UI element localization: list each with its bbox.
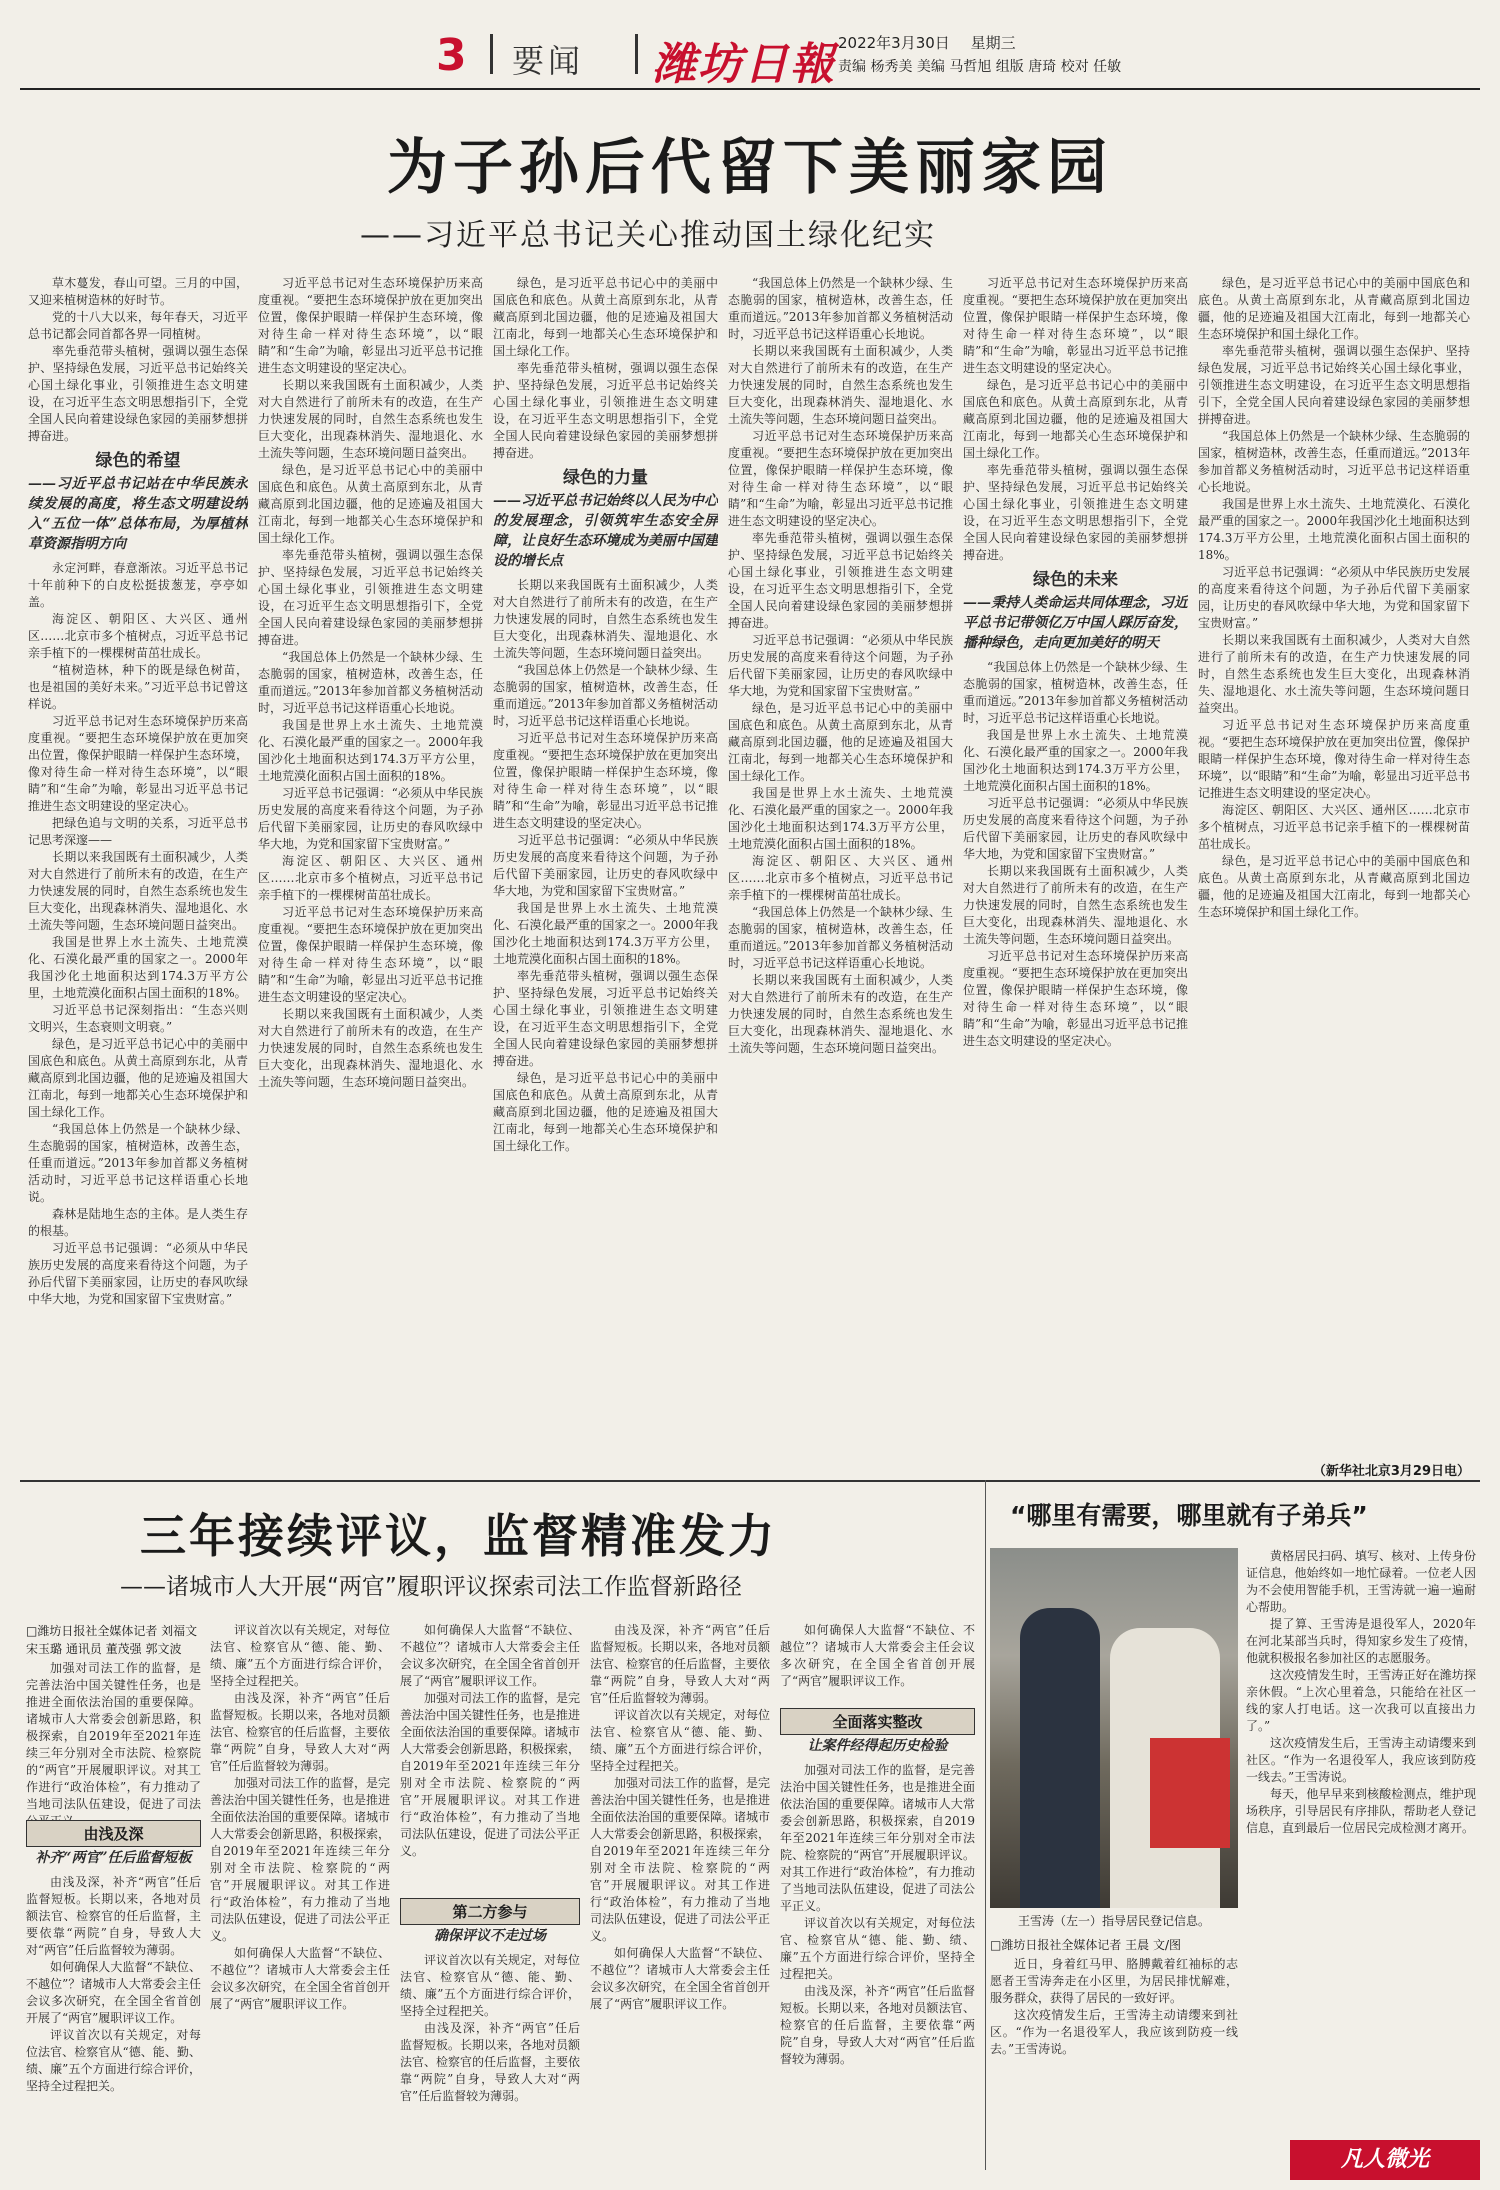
wire-credit: （新华社北京3月29日电） [1312, 1464, 1470, 1479]
paragraph: 习近平总书记对生态环境保护历来高度重视。“要把生态环境保护放在更加突出位置，像保护眼睛一样保护生态环境，像对待生命一样对待生态环境”，以“眼睛”和“生命”为喻，彰显出习近平总书记推进生态文明建设的坚定决心。 [493, 731, 718, 830]
paragraph: 由浅及深，补齐“两官”任后监督短板。长期以来，各地对员额法官、检察官的任后监督，主要依靠“两院”自身，导致人大对“两官”任后监督较为薄弱。 [26, 1875, 201, 1957]
newspaper-logo: 潍坊日報 [652, 39, 836, 90]
paragraph: 习近平总书记深刻指出：“生态兴则文明兴，生态衰则文明衰。” [28, 1003, 248, 1034]
paragraph: 这次疫情发生后，王雪涛主动请缨来到社区。“作为一名退役军人，我应该到防疫一线去。”王雪涛说。 [990, 2008, 1238, 2056]
paragraph: 长期以来我国既有土面积减少，人类对大自然进行了前所未有的改造，在生产力快速发展的同时，自然生态系统也发生巨大变化，出现森林消失、湿地退化、水土流失等问题，生态环境问题日益突出。 [963, 864, 1188, 946]
paragraph: 评议首次以有关规定，对每位法官、检察官从“德、能、勤、绩、廉”五个方面进行综合评价，坚持全过程把关。 [26, 2028, 201, 2093]
paragraph: 海淀区、朝阳区、大兴区、通州区……北京市多个植树点，习近平总书记亲手植下的一棵棵树苗茁壮成长。 [28, 612, 248, 660]
paragraph: 率先垂范带头植树，强调以强生态保护、坚持绿色发展，习近平总书记始终关心国土绿化事业，引领推进生态文明建设，在习近平生态文明思想指引下，全党全国人民向着建设绿色家园的美丽梦想拼搏奋进。 [258, 548, 483, 647]
paragraph: 绿色，是习近平总书记心中的美丽中国底色和底色。从黄土高原到东北，从青藏高原到北国边疆，他的足迹遍及祖国大江南北，每到一地都关心生态环境保护和国土绿化工作。 [28, 1037, 248, 1119]
paragraph: 长期以来我国既有土面积减少，人类对大自然进行了前所未有的改造，在生产力快速发展的同时，自然生态系统也发生巨大变化，出现森林消失、湿地退化、水土流失等问题，生态环境问题日益突出。 [28, 850, 248, 932]
dateline [838, 32, 1032, 53]
paragraph: 率先垂范带头植树，强调以强生态保护、坚持绿色发展，习近平总书记始终关心国土绿化事业，引领推进生态文明建设，在习近平生态文明思想指引下，全党全国人民向着建设绿色家园的美丽梦想拼搏奋进。 [728, 531, 953, 630]
paragraph: 率先垂范带头植树，强调以强生态保护、坚持绿色发展，习近平总书记始终关心国土绿化事业，引领推进生态文明建设，在习近平生态文明思想指引下，全党全国人民向着建设绿色家园的美丽梦想拼搏奋进。 [1198, 344, 1470, 426]
paragraph: 绿色，是习近平总书记心中的美丽中国底色和底色。从黄土高原到东北，从青藏高原到北国边疆，他的足迹遍及祖国大江南北，每到一地都关心生态环境保护和国土绿化工作。 [728, 701, 953, 783]
story2-box-title: 全面落实整改 [780, 1708, 975, 1735]
paragraph: 提了算、王雪涛是退役军人，2020年在河北某部当兵时，得知家乡发生了疫情，他就积极报名参加社区的志愿服务。 [1246, 1617, 1476, 1665]
paragraph: 每天，他早早来到核酸检测点，维护现场秩序，引导居民有序排队，帮助老人登记信息，直到最后一位居民完成检测才离开。 [1246, 1787, 1476, 1835]
paragraph: 森林是陆地生态的主体。是人类生存的根基。 [28, 1207, 248, 1238]
story-divider [20, 1480, 1480, 1482]
paragraph: 绿色，是习近平总书记心中的美丽中国底色和底色。从黄土高原到东北，从青藏高原到北国边疆，他的足迹遍及祖国大江南北，每到一地都关心生态环境保护和国土绿化工作。 [963, 378, 1188, 460]
article-column [493, 275, 718, 1470]
paragraph: 近日，身着红马甲、胳膊戴着红袖标的志愿者王雪涛奔走在小区里，为居民排忧解难，服务群众，获得了居民的一致好评。 [990, 1957, 1238, 2005]
paragraph: 长期以来我国既有土面积减少，人类对大自然进行了前所未有的改造，在生产力快速发展的同时，自然生态系统也发生巨大变化，出现森林消失、湿地退化、水土流失等问题，生态环境问题日益突出。 [1198, 633, 1470, 715]
paragraph: 率先垂范带头植树，强调以强生态保护、坚持绿色发展，习近平总书记始终关心国土绿化事业，引领推进生态文明建设，在习近平生态文明思想指引下，全党全国人民向着建设绿色家园的美丽梦想拼搏奋进。 [963, 463, 1188, 562]
article-column [590, 1622, 770, 2170]
article-column [400, 1622, 580, 1892]
paragraph: 长期以来我国既有土面积减少，人类对大自然进行了前所未有的改造，在生产力快速发展的同时，自然生态系统也发生巨大变化，出现森林消失、湿地退化、水土流失等问题，生态环境问题日益突出。 [728, 344, 953, 426]
story2-headline: 三年接续评议，监督精准发力 [140, 1509, 777, 1563]
paragraph: 绿色，是习近平总书记心中的美丽中国底色和底色。从黄土高原到东北，从青藏高原到北国边疆，他的足迹遍及祖国大江南北，每到一地都关心生态环境保护和国土绿化工作。 [493, 276, 718, 358]
section-subtitle: ——秉持人类命运共同体理念，习近平总书记带领亿万中国人踩厉奋发，播种绿色，走向更加美好的明天 [963, 595, 1188, 651]
column-divider [985, 1480, 986, 2170]
paragraph: 草木蔓发，春山可望。三月的中国，又迎来植树造林的好时节。 [28, 276, 248, 307]
paragraph: “我国总体上仍然是一个缺林少绿、生态脆弱的国家，植树造林，改善生态，任重而道远。”2013年参加首都义务植树活动时，习近平总书记这样语重心长地说。 [28, 1122, 248, 1204]
story3-headline: “哪里有需要，哪里就有子弟兵” [1010, 1501, 1368, 1530]
paragraph: 习近平总书记对生态环境保护历来高度重视。“要把生态环境保护放在更加突出位置，像保护眼睛一样保护生态环境，像对待生命一样对待生态环境”，以“眼睛”和“生命”为喻，彰显出习近平总书记推进生态文明建设的坚定决心。 [1198, 718, 1470, 800]
paragraph: 长期以来我国既有土面积减少，人类对大自然进行了前所未有的改造，在生产力快速发展的同时，自然生态系统也发生巨大变化，出现森林消失、湿地退化、水土流失等问题，生态环境问题日益突出。 [493, 578, 718, 660]
article-column [26, 1848, 201, 2170]
paragraph: 率先垂范带头植树，强调以强生态保护、坚持绿色发展，习近平总书记始终关心国土绿化事业，引领推进生态文明建设，在习近平生态文明思想指引下，全党全国人民向着建设绿色家园的美丽梦想拼搏奋进。 [28, 344, 248, 443]
divider [635, 34, 638, 74]
paragraph: 习近平总书记对生态环境保护历来高度重视。“要把生态环境保护放在更加突出位置，像保护眼睛一样保护生态环境，像对待生命一样对待生态环境”，以“眼睛”和“生命”为喻，彰显出习近平总书记推进生态文明建设的坚定决心。 [963, 949, 1188, 1048]
paragraph: 海淀区、朝阳区、大兴区、通州区……北京市多个植树点，习近平总书记亲手植下的一棵棵树苗茁壮成长。 [1198, 803, 1470, 851]
section-title: 绿色的希望 [95, 451, 181, 471]
weekday: 星期三 [970, 34, 1016, 52]
paragraph: 习近平总书记强调：“必须从中华民族历史发展的高度来看待这个问题，为子孙后代留下美丽家园，让历史的春风吹绿中华大地，为党和国家留下宝贵财富。” [728, 633, 953, 698]
paragraph: 如何确保人大监督“不缺位、不越位”？诸城市人大常委会主任会议多次研究，在全国全省首创开展了“两官”履职评议工作。 [210, 1946, 390, 2011]
article-column [963, 275, 1188, 1470]
paragraph: 习近平总书记强调：“必须从中华民族历史发展的高度来看待这个问题，为子孙后代留下美丽家园，让历史的春风吹绿中华大地，为党和国家留下宝贵财富。” [493, 833, 718, 898]
section-subtitle: 让案件经得起历史检验 [807, 1738, 948, 1754]
article-column [990, 1956, 1238, 2170]
paragraph: “我国总体上仍然是一个缺林少绿、生态脆弱的国家，植树造林，改善生态，任重而道远。”2013年参加首都义务植树活动时，习近平总书记这样语重心长地说。 [963, 660, 1188, 725]
paragraph: 加强对司法工作的监督，是完善法治中国关键性任务，也是推进全面依法治国的重要保障。诸城市人大常委会创新思路，积极探索，自2019年至2021年连续三年分别对全市法院、检察院的“两官”开展履职评议。对其工作进行“政治体检”，有力推动了当地司法队伍建设，促进了司法公平正义。 [590, 1776, 770, 1943]
story2-box-title: 由浅及深 [26, 1820, 201, 1847]
paragraph: 长期以来我国既有土面积减少，人类对大自然进行了前所未有的改造，在生产力快速发展的同时，自然生态系统也发生巨大变化，出现森林消失、湿地退化、水土流失等问题，生态环境问题日益突出。 [258, 378, 483, 460]
article-column [728, 275, 953, 1470]
paragraph: 评议首次以有关规定，对每位法官、检察官从“德、能、勤、绩、廉”五个方面进行综合评价，坚持全过程把关。 [590, 1708, 770, 1773]
paragraph: 绿色，是习近平总书记心中的美丽中国底色和底色。从黄土高原到东北，从青藏高原到北国边疆，他的足迹遍及祖国大江南北，每到一地都关心生态环境保护和国土绿化工作。 [1198, 276, 1470, 341]
article-column [400, 1926, 580, 2170]
paragraph: 率先垂范带头植树，强调以强生态保护、坚持绿色发展，习近平总书记始终关心国土绿化事业，引领推进生态文明建设，在习近平生态文明思想指引下，全党全国人民向着建设绿色家园的美丽梦想拼搏奋进。 [493, 969, 718, 1068]
paragraph: 长期以来我国既有土面积减少，人类对大自然进行了前所未有的改造，在生产力快速发展的同时，自然生态系统也发生巨大变化，出现森林消失、湿地退化、水土流失等问题，生态环境问题日益突出。 [728, 973, 953, 1055]
article-column [780, 1736, 975, 2170]
paragraph: 评议首次以有关规定，对每位法官、检察官从“德、能、勤、绩、廉”五个方面进行综合评价，坚持全过程把关。 [400, 1953, 580, 2018]
paragraph: 长期以来我国既有土面积减少，人类对大自然进行了前所未有的改造，在生产力快速发展的同时，自然生态系统也发生巨大变化，出现森林消失、湿地退化、水土流失等问题，生态环境问题日益突出。 [258, 1007, 483, 1089]
paragraph: 习近平总书记强调：“必须从中华民族历史发展的高度来看待这个问题，为子孙后代留下美丽家园，让历史的春风吹绿中华大地，为党和国家留下宝贵财富。” [258, 786, 483, 851]
photo-caption: 王雪涛（左一）指导居民登记信息。 [1017, 1914, 1210, 1928]
story2-byline: □潍坊日报社全媒体记者 刘福文 宋玉璐 通讯员 董茂强 郭文波 [26, 1624, 198, 1656]
paragraph: 加强对司法工作的监督，是完善法治中国关键性任务，也是推进全面依法治国的重要保障。诸城市人大常委会创新思路，积极探索，自2019年至2021年连续三年分别对全市法院、检察院的“两官”开展履职评议。对其工作进行“政治体检”，有力推动了当地司法队伍建设，促进了司法公平正义。 [400, 1691, 580, 1858]
paragraph: 海淀区、朝阳区、大兴区、通州区……北京市多个植树点，习近平总书记亲手植下的一棵棵树苗茁壮成长。 [258, 854, 483, 902]
article-column [1198, 275, 1470, 1455]
paragraph: 如何确保人大监督“不缺位、不越位”？诸城市人大常委会主任会议多次研究，在全国全省首创开展了“两官”履职评议工作。 [590, 1946, 770, 2011]
section-title: 绿色的未来 [1033, 570, 1118, 590]
paragraph: “植树造林，种下的既是绿色树苗，也是祖国的美好未来。”习近平总书记曾这样说。 [28, 663, 248, 711]
paragraph: 加强对司法工作的监督，是完善法治中国关键性任务，也是推进全面依法治国的重要保障。诸城市人大常委会创新思路，积极探索，自2019年至2021年连续三年分别对全市法院、检察院的“两官”开展履职评议。对其工作进行“政治体检”，有力推动了当地司法队伍建设，促进了司法公平正义。 [210, 1776, 390, 1943]
section-subtitle: ——习近平总书记站在中华民族永续发展的高度，将生态文明建设纳入“五位一体”总体布局，为厚植林草资源指明方向 [28, 476, 248, 552]
paragraph: 我国是世界上水土流失、土地荒漠化、石漠化最严重的国家之一。2000年我国沙化土地面积达到174.3万平方公里，土地荒漠化面积占国土面积的18%。 [728, 786, 953, 851]
divider [490, 34, 493, 74]
paragraph: 习近平总书记强调：“必须从中华民族历史发展的高度来看待这个问题，为子孙后代留下美丽家园，让历史的春风吹绿中华大地，为党和国家留下宝贵财富。” [28, 1241, 248, 1306]
paragraph: 评议首次以有关规定，对每位法官、检察官从“德、能、勤、绩、廉”五个方面进行综合评价，坚持全过程把关。 [210, 1623, 390, 1688]
paragraph: 由浅及深，补齐“两官”任后监督短板。长期以来，各地对员额法官、检察官的任后监督，主要依靠“两院”自身，导致人大对“两官”任后监督较为薄弱。 [780, 1984, 975, 2066]
paragraph: 把绿色追与文明的关系，习近平总书记思考深邃—— [28, 816, 248, 847]
section-title: 绿色的力量 [563, 468, 648, 488]
article-column [258, 275, 483, 1470]
article-column [210, 1622, 390, 2170]
story2-subheadline: ——诸城市人大开展“两官”履职评议探索司法工作监督新路径 [120, 1574, 742, 1600]
article-column [780, 1622, 975, 1702]
paragraph: “我国总体上仍然是一个缺林少绿、生态脆弱的国家，植树造林，改善生态，任重而道远。”2013年参加首都义务植树活动时，习近平总书记这样语重心长地说。 [258, 650, 483, 715]
paragraph: 习近平总书记强调：“必须从中华民族历史发展的高度来看待这个问题，为子孙后代留下美丽家园，让历史的春风吹绿中华大地，为党和国家留下宝贵财富。” [1198, 565, 1470, 630]
paragraph: 习近平总书记强调：“必须从中华民族历史发展的高度来看待这个问题，为子孙后代留下美丽家园，让历史的春风吹绿中华大地，为党和国家留下宝贵财富。” [963, 796, 1188, 861]
article-column [28, 275, 248, 1470]
paragraph: 这次疫情发生时，王雪涛正好在潍坊探亲休假。“上次心里着急，只能给在社区一线的家人打电话。这一次我可以直接出力了。” [1246, 1668, 1476, 1733]
paragraph: 评议首次以有关规定，对每位法官、检察官从“德、能、勤、绩、廉”五个方面进行综合评价，坚持全过程把关。 [780, 1916, 975, 1981]
paragraph: 习近平总书记对生态环境保护历来高度重视。“要把生态环境保护放在更加突出位置，像保护眼睛一样保护生态环境，像对待生命一样对待生态环境”，以“眼睛”和“生命”为喻，彰显出习近平总书记推进生态文明建设的坚定决心。 [728, 429, 953, 528]
section-name: 要闻 [512, 42, 585, 80]
paragraph: 海淀区、朝阳区、大兴区、通州区……北京市多个植树点，习近平总书记亲手植下的一棵棵树苗茁壮成长。 [728, 854, 953, 902]
paragraph: 由浅及深，补齐“两官”任后监督短板。长期以来，各地对员额法官、检察官的任后监督，主要依靠“两院”自身，导致人大对“两官”任后监督较为薄弱。 [590, 1623, 770, 1705]
paragraph: 加强对司法工作的监督，是完善法治中国关键性任务，也是推进全面依法治国的重要保障。诸城市人大常委会创新思路，积极探索，自2019年至2021年连续三年分别对全市法院、检察院的“两官”开展履职评议。对其工作进行“政治体检”，有力推动了当地司法队伍建设，促进了司法 [26, 1661, 201, 1811]
paragraph: 绿色，是习近平总书记心中的美丽中国底色和底色。从黄土高原到东北，从青藏高原到北国边疆，他的足迹遍及祖国大江南北，每到一地都关心生态环境保护和国土绿化工作。 [493, 1071, 718, 1153]
paragraph: 由浅及深，补齐“两官”任后监督短板。长期以来，各地对员额法官、检察官的任后监督，主要依靠“两院”自身，导致人大对“两官”任后监督较为薄弱。 [210, 1691, 390, 1773]
paragraph: 绿色，是习近平总书记心中的美丽中国底色和底色。从黄土高原到东北，从青藏高原到北国边疆，他的足迹遍及祖国大江南北，每到一地都关心生态环境保护和国土绿化工作。 [1198, 854, 1470, 919]
paragraph: 我国是世界上水土流失、土地荒漠化、石漠化最严重的国家之一。2000年我国沙化土地面积达到174.3万平方公里，土地荒漠化面积占国土面积的18%。 [258, 718, 483, 783]
story3-byline: □潍坊日报社全媒体记者 王晨 文/图 [990, 1938, 1182, 1952]
paragraph: “我国总体上仍然是一个缺林少绿、生态脆弱的国家，植树造林，改善生态，任重而道远。”2013年参加首都义务植树活动时，习近平总书记这样语重心长地说。 [728, 276, 953, 341]
column-badge: 凡人微光 [1290, 2140, 1480, 2180]
paragraph: 习近平总书记对生态环境保护历来高度重视。“要把生态环境保护放在更加突出位置，像保护眼睛一样保护生态环境，像对待生命一样对待生态环境”，以“眼睛”和“生命”为喻，彰显出习近平总书记推进生态文明建设的坚定决心。 [28, 714, 248, 813]
paragraph: 率先垂范带头植树，强调以强生态保护、坚持绿色发展，习近平总书记始终关心国土绿化事业，引领推进生态文明建设，在习近平生态文明思想指引下，全党全国人民向着建设绿色家园的美丽梦想拼搏奋进。 [493, 361, 718, 460]
paragraph: 党的十八大以来，每年春天，习近平总书记都会同首都各界一同植树。 [28, 310, 248, 341]
paragraph: 这次疫情发生后，王雪涛主动请缨来到社区。“作为一名退役军人，我应该到防疫一线去。”王雪涛说。 [1246, 1736, 1476, 1784]
news-photo [990, 1548, 1238, 1908]
date: 2022年3月30日 [838, 34, 950, 52]
paragraph: 习近平总书记对生态环境保护历来高度重视。“要把生态环境保护放在更加突出位置，像保护眼睛一样保护生态环境，像对待生命一样对待生态环境”，以“眼睛”和“生命”为喻，彰显出习近平总书记推进生态文明建设的坚定决心。 [258, 905, 483, 1004]
paragraph: 如何确保人大监督“不缺位、不越位”？诸城市人大常委会主任会议多次研究，在全国全省首创开展了“两官”履职评议工作。 [780, 1623, 975, 1688]
paragraph: 如何确保人大监督“不缺位、不越位”？诸城市人大常委会主任会议多次研究，在全国全省首创开展了“两官”履职评议工作。 [26, 1960, 201, 2025]
story2-box-title: 第二方参与 [400, 1898, 580, 1925]
section-subtitle: 确保评议不走过场 [434, 1928, 546, 1944]
paragraph: 由浅及深，补齐“两官”任后监督短板。长期以来，各地对员额法官、检察官的任后监督，主要依靠“两院”自身，导致人大对“两官”任后监督较为薄弱。 [400, 2021, 580, 2103]
signboard [1150, 1738, 1230, 1848]
paragraph: 我国是世界上水土流失、土地荒漠化、石漠化最严重的国家之一。2000年我国沙化土地面积达到174.3万平方公里，土地荒漠化面积占国土面积的18%。 [1198, 497, 1470, 562]
paragraph: 习近平总书记对生态环境保护历来高度重视。“要把生态环境保护放在更加突出位置，像保护眼睛一样保护生态环境，像对待生命一样对待生态环境”，以“眼睛”和“生命”为喻，彰显出习近平总书记推进生态文明建设的坚定决心。 [963, 276, 1188, 375]
paragraph: 我国是世界上水土流失、土地荒漠化、石漠化最严重的国家之一。2000年我国沙化土地面积达到174.3万平方公里，土地荒漠化面积占国土面积的18%。 [493, 901, 718, 966]
paragraph: 习近平总书记对生态环境保护历来高度重视。“要把生态环境保护放在更加突出位置，像保护眼睛一样保护生态环境，像对待生命一样对待生态环境”，以“眼睛”和“生命”为喻，彰显出习近平总书记推进生态文明建设的坚定决心。 [258, 276, 483, 375]
person-figure [1020, 1608, 1100, 1908]
page-number: 3 [436, 30, 467, 81]
paragraph: 我国是世界上水土流失、土地荒漠化、石漠化最严重的国家之一。2000年我国沙化土地面积达到174.3万平方公里，土地荒漠化面积占国土面积的18%。 [963, 728, 1188, 793]
main-headline: 为子孙后代留下美丽家园 [387, 133, 1113, 203]
section-subtitle: ——习近平总书记始终以人民为中心的发展理念，引领筑牢生态安全屏障，让良好生态环境成为美丽中国建设的增长点 [493, 493, 718, 569]
paragraph: 绿色，是习近平总书记心中的美丽中国底色和底色。从黄土高原到东北，从青藏高原到北国边疆，他的足迹遍及祖国大江南北，每到一地都关心生态环境保护和国土绿化工作。 [258, 463, 483, 545]
paragraph: 黄格居民扫码、填写、核对、上传身份证信息，他始终如一地忙碌着。一位老人因为不会使用智能手机，王雪涛就一遍一遍耐心帮助。 [1246, 1549, 1476, 1614]
paragraph: 我国是世界上水土流失、土地荒漠化、石漠化最严重的国家之一。2000年我国沙化土地面积达到174.3万平方公里，土地荒漠化面积占国土面积的18%。 [28, 935, 248, 1000]
paragraph: 加强对司法工作的监督，是完善法治中国关键性任务，也是推进全面依法治国的重要保障。诸城市人大常委会创新思路，积极探索，自2019年至2021年连续三年分别对全市法院、检察院的“两官”开展履职评议。对其工作进行“政治体检”，有力推动了当地司法队伍建设，促进了司法公平正义。 [780, 1763, 975, 1913]
paragraph: “我国总体上仍然是一个缺林少绿、生态脆弱的国家，植树造林，改善生态，任重而道远。”2013年参加首都义务植树活动时，习近平总书记这样语重心长地说。 [1198, 429, 1470, 494]
paragraph: 永定河畔，春意渐浓。习近平总书记十年前种下的白皮松挺拔葱茏，亭亭如盖。 [28, 561, 248, 609]
article-column [1246, 1548, 1476, 2138]
paragraph: “我国总体上仍然是一个缺林少绿、生态脆弱的国家，植树造林，改善生态，任重而道远。”2013年参加首都义务植树活动时，习近平总书记这样语重心长地说。 [728, 905, 953, 970]
editor-credits: 责编 杨秀美 美编 马哲旭 组版 唐琦 校对 任敏 [838, 59, 1122, 75]
paragraph: “我国总体上仍然是一个缺林少绿、生态脆弱的国家，植树造林，改善生态，任重而道远。”2013年参加首都义务植树活动时，习近平总书记这样语重心长地说。 [493, 663, 718, 728]
paragraph: 如何确保人大监督“不缺位、不越位”？诸城市人大常委会主任会议多次研究，在全国全省首创开展了“两官”履职评议工作。 [400, 1623, 580, 1688]
main-subheadline: ——习近平总书记关心推动国土绿化纪实 [360, 218, 936, 253]
masthead [20, 22, 1480, 90]
section-subtitle: 补齐“两官”任后监督短板 [35, 1850, 192, 1866]
